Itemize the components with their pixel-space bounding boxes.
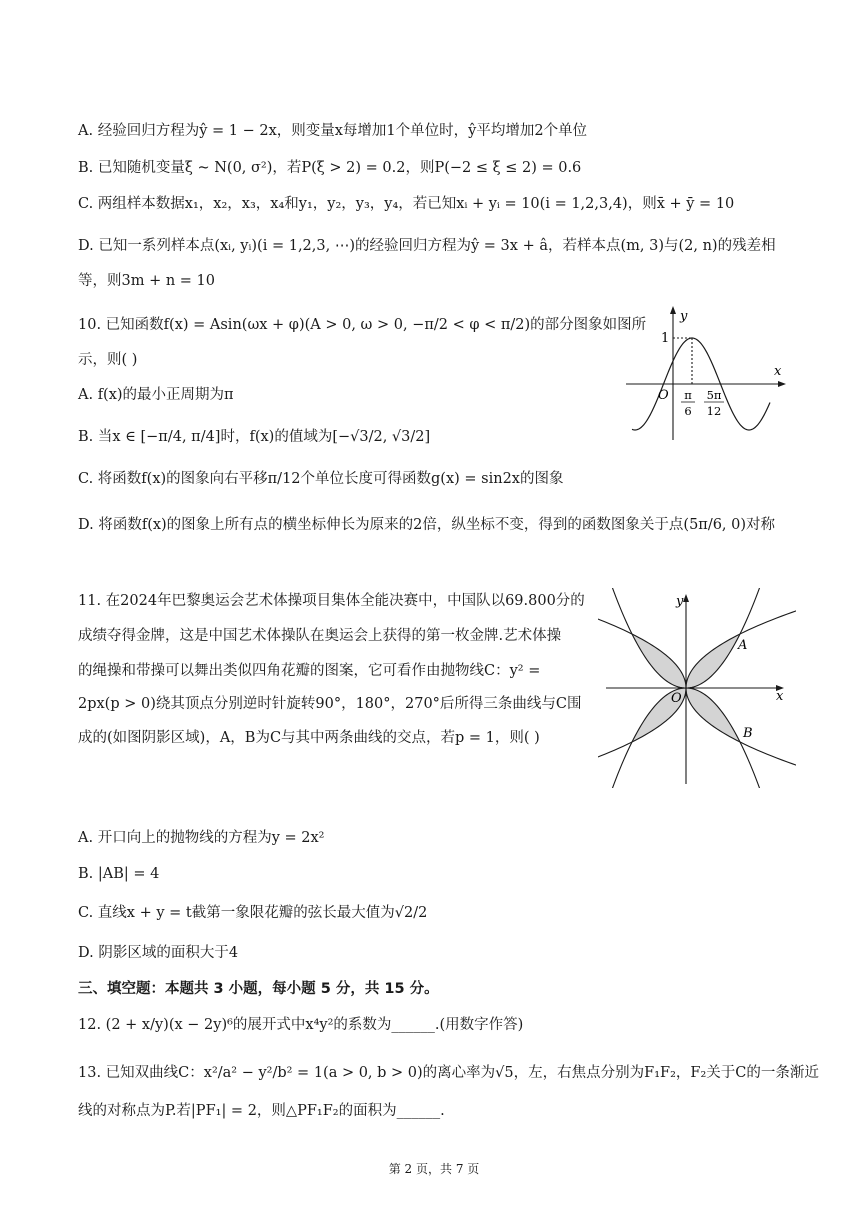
q9-option-c: C. 两组样本数据x₁，x₂，x₃，x₄和y₁，y₂，y₃，y₄，若已知xᵢ + yᵢ = 10(i = 1,2,3,4)，则x̄ + ȳ = 10 bbox=[78, 196, 735, 212]
graph-x-label: x bbox=[774, 364, 782, 379]
q11-option-a: A. 开口向上的抛物线的方程为y = 2x² bbox=[78, 830, 325, 846]
shaded-petal bbox=[632, 634, 686, 688]
tick2-numerator: 5π bbox=[706, 388, 722, 402]
q10-option-d: D. 将函数f(x)的图象上所有点的横坐标伸长为原来的2倍，纵坐标不变，得到的函数图象关于点(5π/6, 0)对称 bbox=[78, 517, 776, 533]
section-3-heading: 三、填空题：本题共 3 小题，每小题 5 分，共 15 分。 bbox=[78, 981, 439, 997]
q11-petal-figure bbox=[598, 588, 796, 788]
q11-stem-line3: 的绳操和带操可以舞出类似四角花瓣的图案，它可看作由抛物线C：y² = bbox=[78, 663, 541, 679]
q11-stem-line1: 11. 在2024年巴黎奥运会艺术体操项目集体全能决赛中，中国队以69.800分的 bbox=[78, 593, 585, 609]
q11-stem-line5: 成的(如图阴影区域)，A，B为C与其中两条曲线的交点，若p = 1，则( ) bbox=[78, 730, 540, 746]
q12-text: 12. (2 + x/y)(x − 2y)⁶的展开式中x⁴y²的系数为______.(用数字作答) bbox=[78, 1017, 524, 1033]
q9-option-a: A. 经验回归方程为ŷ = 1 − 2x，则变量x每增加1个单位时，ŷ平均增加2个单位 bbox=[78, 123, 588, 139]
graph-origin-label: O bbox=[658, 388, 669, 403]
page-footer: 第 2 页，共 7 页 bbox=[388, 1162, 480, 1176]
q9-option-d-line1: D. 已知一系列样本点(xᵢ, yᵢ)(i = 1,2,3, ⋯)的经验回归方程为ŷ = 3x + â，若样本点(m, 3)与(2, n)的残差相 bbox=[78, 238, 776, 254]
q9-option-b: B. 已知随机变量ξ ~ N(0, σ²)，若P(ξ > 2) = 0.2，则P(−2 ≤ ξ ≤ 2) = 0.6 bbox=[78, 160, 582, 176]
shaded-petal bbox=[686, 688, 740, 742]
petal-y-label: y bbox=[676, 594, 684, 609]
petal-x-label: x bbox=[776, 689, 784, 704]
petal-origin-label: O bbox=[671, 691, 682, 706]
q13-line2: 线的对称点为P.若|PF₁| = 2，则△PF₁F₂的面积为______. bbox=[78, 1103, 445, 1119]
q11-option-b: B. |AB| = 4 bbox=[78, 866, 160, 882]
tick2-denominator: 12 bbox=[706, 404, 722, 418]
q10-sine-graph bbox=[620, 300, 790, 450]
tick1-numerator: π bbox=[684, 388, 692, 402]
point-a-label: A bbox=[738, 638, 748, 653]
graph-y-label: y bbox=[680, 309, 688, 324]
q11-option-d: D. 阴影区域的面积大于4 bbox=[78, 945, 239, 961]
q10-stem-line2: 示，则( ) bbox=[78, 352, 138, 368]
q10-stem-line1: 10. 已知函数f(x) = Asin(ωx + φ)(A > 0, ω > 0, −π/2 < φ < π/2)的部分图象如图所 bbox=[78, 317, 647, 333]
q13-line1: 13. 已知双曲线C：x²/a² − y²/b² = 1(a > 0, b > 0)的离心率为√5，左，右焦点分别为F₁F₂，F₂关于C的一条渐近 bbox=[78, 1065, 819, 1081]
q11-stem-line2: 成绩夺得金牌，这是中国艺术体操队在奥运会上获得的第一枚金牌.艺术体操 bbox=[78, 628, 562, 644]
q10-option-c: C. 将函数f(x)的图象向右平移π/12个单位长度可得函数g(x) = sin2x的图象 bbox=[78, 471, 564, 487]
q11-option-c: C. 直线x + y = t截第一象限花瓣的弦长最大值为√2/2 bbox=[78, 905, 428, 921]
graph-max-label: 1 bbox=[661, 331, 670, 346]
q10-option-a: A. f(x)的最小正周期为π bbox=[78, 387, 234, 403]
q9-option-d-line2: 等，则3m + n = 10 bbox=[78, 273, 215, 289]
tick1-denominator: 6 bbox=[684, 404, 692, 418]
q11-stem-line4: 2px(p > 0)绕其顶点分别逆时针旋转90°，180°，270°后所得三条曲线与C围 bbox=[78, 696, 582, 712]
shaded-petal bbox=[686, 634, 740, 688]
point-b-label: B bbox=[743, 726, 753, 741]
q10-option-b: B. 当x ∈ [−π/4, π/4]时，f(x)的值域为[−√3/2, √3/2] bbox=[78, 429, 431, 445]
